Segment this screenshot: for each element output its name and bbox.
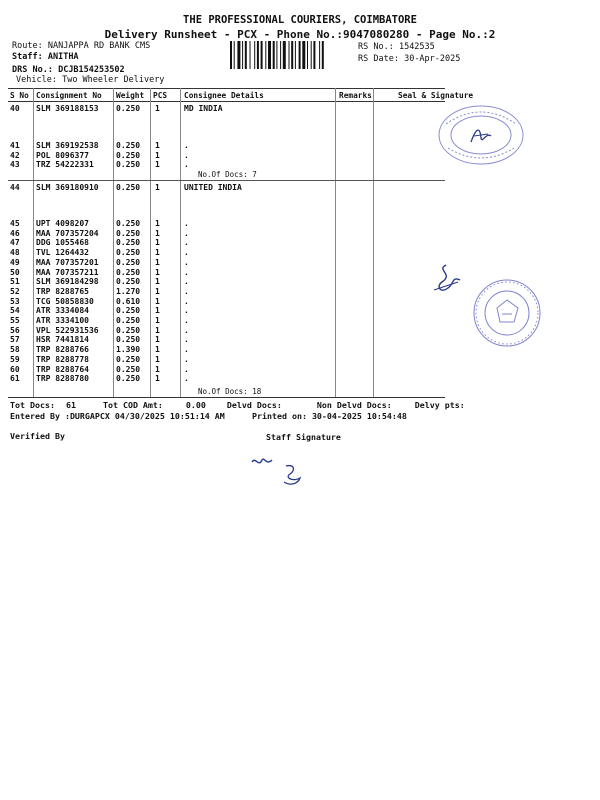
staff-line [12, 52, 79, 62]
row-consignee-mark: . [184, 296, 189, 306]
row-pcs: 1 [155, 277, 160, 287]
row-sno: 42 [10, 151, 20, 160]
route-label: Route: [12, 41, 43, 51]
row-consignment: ATR 3334100 [36, 316, 89, 325]
row-pcs: 1 [155, 296, 160, 306]
drs-value: DCJB154253502 [58, 65, 125, 75]
row-consignee-mark: . [184, 325, 189, 335]
row-sno: 46 [10, 228, 20, 238]
runsheet-subtitle: Delivery Runsheet - PCX - Phone No.:9047080280 - Page No.:2 [104, 28, 496, 41]
row-weight: 1.390 [116, 345, 141, 355]
table-row [0, 248, 600, 258]
row-pcs: 1 [155, 335, 160, 345]
row-consignee-mark: . [184, 151, 189, 160]
row-consignment: HSR 7441814 [36, 335, 89, 345]
row-weight: 0.250 [116, 335, 141, 345]
row-consignment: MAA 707357201 [36, 257, 99, 267]
col-header-sno: S No [10, 91, 29, 100]
row-sno: 43 [10, 160, 20, 169]
group2-doc-count [198, 387, 261, 396]
rs-no-label: RS No.: [358, 42, 394, 52]
col-header-seal: Seal & Signature [398, 91, 474, 100]
row-pcs: 1 [155, 364, 160, 374]
rs-date-value: 30-Apr-2025 [404, 54, 461, 64]
table-row [0, 374, 600, 384]
verified-by-label: Verified By [10, 431, 65, 441]
row-sno: 57 [10, 335, 20, 345]
row-pcs: 1 [155, 325, 160, 335]
row-consignment: UPT 4098207 [36, 219, 89, 228]
row-sno: 51 [10, 277, 20, 287]
row-consignee-mark: . [184, 335, 189, 345]
row-consignee-mark: . [184, 248, 189, 258]
row-sno: 44 [10, 183, 20, 192]
row-consignee-mark: . [184, 354, 189, 364]
staff-signature [250, 448, 306, 488]
drs-label: DRS No.: [12, 65, 53, 75]
row-consignee-mark: . [184, 160, 189, 169]
row-sno: 54 [10, 306, 20, 316]
company-stamp [472, 278, 542, 348]
col-header-consignment: Consignment No [36, 91, 102, 100]
row-pcs: 1 [155, 160, 160, 169]
row-consignment: TRZ 54222331 [36, 160, 94, 169]
row-consignee-mark: . [184, 257, 189, 267]
row-consignee-mark: . [184, 316, 189, 325]
row-consignee-mark: . [184, 277, 189, 287]
totals-line [10, 400, 465, 410]
row-sno: 48 [10, 248, 20, 258]
table-row [0, 268, 600, 278]
group-separator [8, 180, 445, 181]
row-sno: 53 [10, 296, 20, 306]
entered-by: Entered By :DURGAPCX 04/30/2025 10:51:14 AM [10, 411, 225, 421]
vehicle-label: Vehicle: [16, 75, 57, 85]
staff-value: ANITHA [47, 52, 79, 62]
rs-date-line [358, 54, 460, 64]
nodocs-label: No.Of Docs: [198, 170, 248, 179]
rs-no-line [358, 42, 435, 52]
row-consignment: DDG 1055468 [36, 238, 89, 248]
company-title: THE PROFESSIONAL COURIERS, COIMBATORE [183, 14, 417, 26]
rs-date-label: RS Date: [358, 54, 399, 64]
row-consignment: TRP 8288780 [36, 374, 89, 384]
table-row [0, 183, 600, 193]
row-weight: 0.250 [116, 325, 141, 335]
consignee-name: UNITED INDIA [184, 183, 242, 192]
row-pcs: 1 [155, 219, 160, 228]
row-consignment: TRP 8288765 [36, 286, 89, 296]
delvd-docs-label: Delvd Docs: [226, 400, 282, 410]
table-top-border [8, 88, 445, 89]
delvy-pts-label: Delvy pts: [414, 400, 465, 410]
row-consignee-mark: . [184, 286, 189, 296]
row-consignee-mark: . [184, 345, 189, 355]
row-sno: 47 [10, 238, 20, 248]
row-sno: 55 [10, 316, 20, 325]
rs-no-value: 1542535 [398, 42, 435, 52]
row-consignment: VPL 522931536 [36, 325, 99, 335]
table-row [0, 365, 600, 375]
signature-mark [432, 262, 464, 298]
row-weight: 0.250 [116, 374, 141, 384]
row-pcs: 1 [155, 267, 160, 277]
row-weight: 0.250 [116, 151, 141, 160]
nodocs-value: 18 [252, 387, 262, 396]
table-row [0, 238, 600, 248]
row-consignee-mark: . [184, 306, 189, 316]
row-weight: 1.270 [116, 286, 141, 296]
row-consignment: MAA 707357204 [36, 228, 99, 238]
row-weight: 0.250 [116, 248, 141, 258]
tot-docs-value: 61 [65, 400, 76, 410]
row-consignment: MAA 707357211 [36, 267, 99, 277]
row-sno: 59 [10, 354, 20, 364]
vehicle-line [16, 75, 164, 85]
row-consignment: ATR 3334084 [36, 306, 89, 316]
col-header-pcs: PCS [153, 91, 168, 100]
row-consignment: SLM 369192538 [36, 141, 99, 150]
row-weight: 0.250 [116, 257, 141, 267]
row-sno: 52 [10, 286, 20, 296]
route-value: NANJAPPA RD BANK CMS [47, 41, 151, 51]
row-sno: 41 [10, 141, 20, 150]
tot-docs-label: Tot Docs: [10, 400, 55, 410]
row-consignee-mark: . [184, 238, 189, 248]
row-weight: 0.250 [116, 219, 141, 228]
staff-label: Staff: [12, 52, 43, 62]
col-header-remarks: Remarks [339, 91, 372, 100]
row-pcs: 1 [155, 238, 160, 248]
route-line [12, 41, 150, 51]
row-consignment: TRP 8288766 [36, 345, 89, 355]
row-weight: 0.250 [116, 183, 141, 192]
row-consignment: POL 8096377 [36, 151, 89, 160]
drs-line [12, 65, 125, 75]
row-consignment: SLM 369188153 [36, 104, 99, 113]
row-consignment: TRP 8288778 [36, 354, 89, 364]
row-weight: 0.250 [116, 267, 141, 277]
row-pcs: 1 [155, 354, 160, 364]
vehicle-value: Two Wheeler Delivery [62, 75, 165, 85]
row-consignee-mark: . [184, 267, 189, 277]
nodocs-label: No.Of Docs: [198, 387, 248, 396]
row-pcs: 1 [155, 374, 160, 384]
row-sno: 58 [10, 345, 20, 355]
row-weight: 0.250 [116, 316, 141, 325]
row-consignment: TVL 1264432 [36, 248, 89, 258]
row-weight: 0.250 [116, 160, 141, 169]
row-sno: 45 [10, 219, 20, 228]
row-consignee-mark: . [184, 228, 189, 238]
row-consignee-mark: . [184, 141, 189, 150]
row-consignment: TRP 8288764 [36, 364, 89, 374]
row-pcs: 1 [155, 104, 160, 113]
row-consignment: SLM 369180910 [36, 183, 99, 192]
row-pcs: 1 [155, 316, 160, 325]
row-consignee-mark: . [184, 364, 189, 374]
row-pcs: 1 [155, 286, 160, 296]
staff-signature-label: Staff Signature [266, 432, 341, 442]
table-row [0, 219, 600, 229]
printed-on: Printed on: 30-04-2025 10:54:48 [252, 411, 407, 421]
row-pcs: 1 [155, 151, 160, 160]
table-header-border [8, 101, 445, 102]
row-weight: 0.250 [116, 238, 141, 248]
row-weight: 0.610 [116, 296, 141, 306]
col-header-weight: Weight [116, 91, 145, 100]
table-row [0, 258, 600, 268]
row-sno: 56 [10, 325, 20, 335]
col-header-consignee: Consignee Details [184, 91, 264, 100]
row-sno: 49 [10, 257, 20, 267]
row-weight: 0.250 [116, 104, 141, 113]
row-consignment: SLM 369184298 [36, 277, 99, 287]
tot-cod-label: Tot COD Amt: [102, 400, 163, 410]
row-weight: 0.250 [116, 141, 141, 150]
row-sno: 40 [10, 104, 20, 113]
row-pcs: 1 [155, 228, 160, 238]
table-row [0, 355, 600, 365]
tot-cod-value: 0.00 [185, 400, 206, 410]
row-pcs: 1 [155, 345, 160, 355]
row-pcs: 1 [155, 248, 160, 258]
row-weight: 0.250 [116, 306, 141, 316]
row-consignment: TCG 50858830 [36, 296, 94, 306]
row-pcs: 1 [155, 183, 160, 192]
row-consignee-mark: . [184, 219, 189, 228]
table-row [0, 229, 600, 239]
nodocs-value: 7 [252, 170, 257, 179]
row-weight: 0.250 [116, 277, 141, 287]
row-pcs: 1 [155, 257, 160, 267]
table-bottom-border [8, 397, 445, 398]
group1-doc-count [198, 170, 257, 179]
row-weight: 0.250 [116, 228, 141, 238]
consignee-name: MD INDIA [184, 104, 223, 113]
row-weight: 0.250 [116, 354, 141, 364]
signature-mark [468, 124, 494, 146]
row-sno: 50 [10, 267, 20, 277]
row-weight: 0.250 [116, 364, 141, 374]
row-sno: 61 [10, 374, 20, 384]
row-sno: 60 [10, 364, 20, 374]
non-delvd-docs-label: Non Delvd Docs: [316, 400, 392, 410]
row-pcs: 1 [155, 141, 160, 150]
barcode [230, 41, 350, 69]
row-pcs: 1 [155, 306, 160, 316]
row-consignee-mark: . [184, 374, 189, 384]
